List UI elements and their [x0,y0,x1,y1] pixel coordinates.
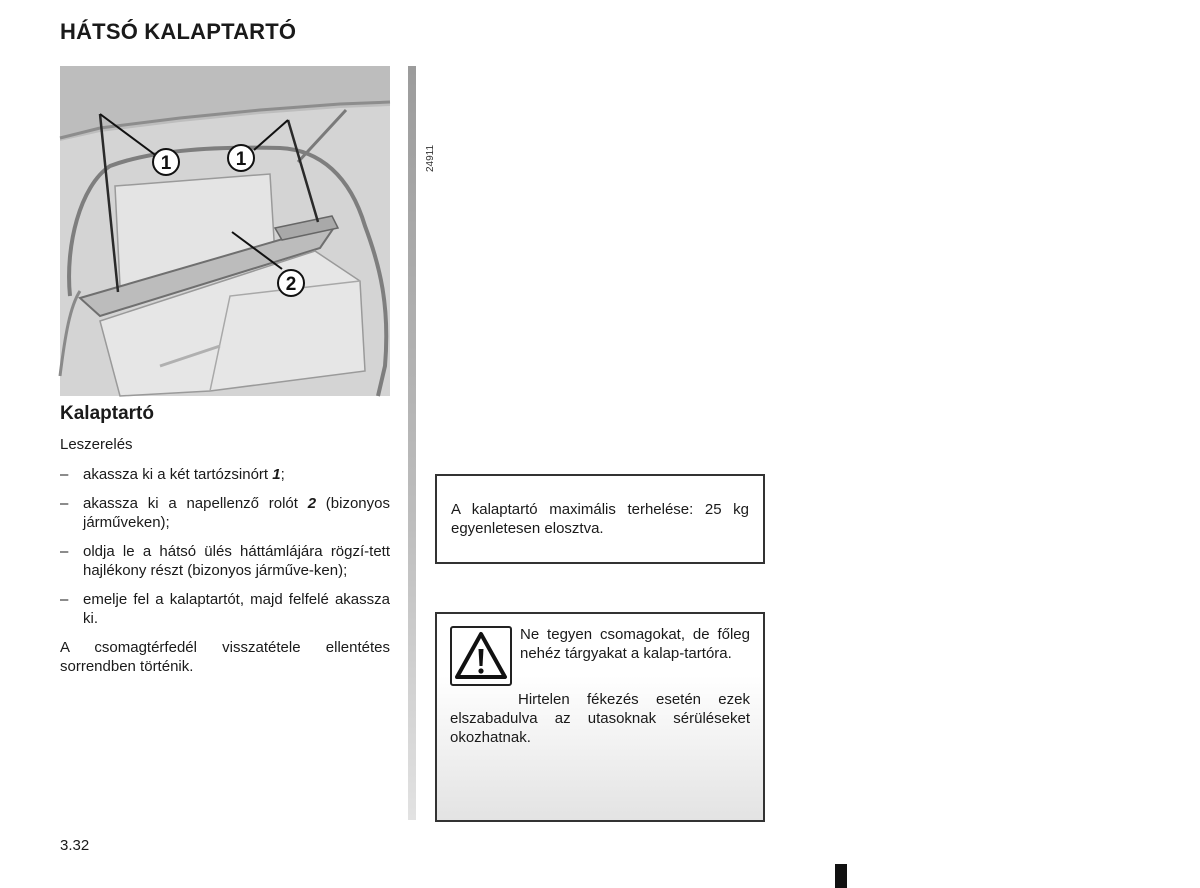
left-column [60,400,390,687]
list-dash: – [60,543,69,560]
thumb-index-mark [835,864,847,888]
step-text-after: ; [280,466,285,483]
step-text: oldja le a hátsó ülés háttámlájára rögzí-tett hajlékony részt (bizonyos járműve-ken); [83,543,390,579]
list-dash: – [60,466,69,483]
step-text-after: (bizonyos járműveken); [83,495,390,531]
step-text: emelje fel a kalaptartót, majd felfelé akassza ki. [83,591,390,627]
warning-triangle-icon [450,626,512,686]
page-number: 3.32 [60,837,90,854]
removal-label: Leszerelés [60,436,133,453]
page-title: HÁTSÓ KALAPTARTÓ [60,19,297,44]
list-dash: – [60,591,69,608]
list-item [60,542,390,580]
figure-code: 24911 [425,144,436,172]
list-dash: – [60,495,69,512]
step-ref: 1 [272,466,281,483]
step-ref: 2 [307,495,317,512]
column-divider [408,66,416,820]
warning-box [435,612,765,822]
list-item [60,494,390,532]
callout-1-left-label: 1 [160,153,172,174]
step-text: akassza ki a két tartózsinórt [83,466,273,483]
closing-paragraph: A csomagtérfedél visszatétele ellentétes sorrendben történik. [60,639,390,675]
trunk-drawing [60,66,390,396]
removal-steps [60,465,390,628]
list-item [60,590,390,628]
warning-text-2: Hirtelen fékezés esetén ezek elszabadulva az utasoknak sérüléseket okozhatnak. [450,691,750,746]
load-note-box [435,474,765,564]
callout-1-right-label: 1 [235,149,247,170]
warning-text-1: Ne tegyen csomagokat, de főleg nehéz tárgyakat a kalap-tartóra. [520,626,750,662]
section-heading: Kalaptartó [60,403,154,424]
step-text: akassza ki a napellenző rolót [83,495,308,512]
load-note-text: A kalaptartó maximális terhelése: 25 kg egyenletesen elosztva. [451,501,749,537]
callout-2-label: 2 [285,274,297,295]
trunk-parcel-shelf-illustration [60,66,436,396]
list-item [60,465,390,484]
